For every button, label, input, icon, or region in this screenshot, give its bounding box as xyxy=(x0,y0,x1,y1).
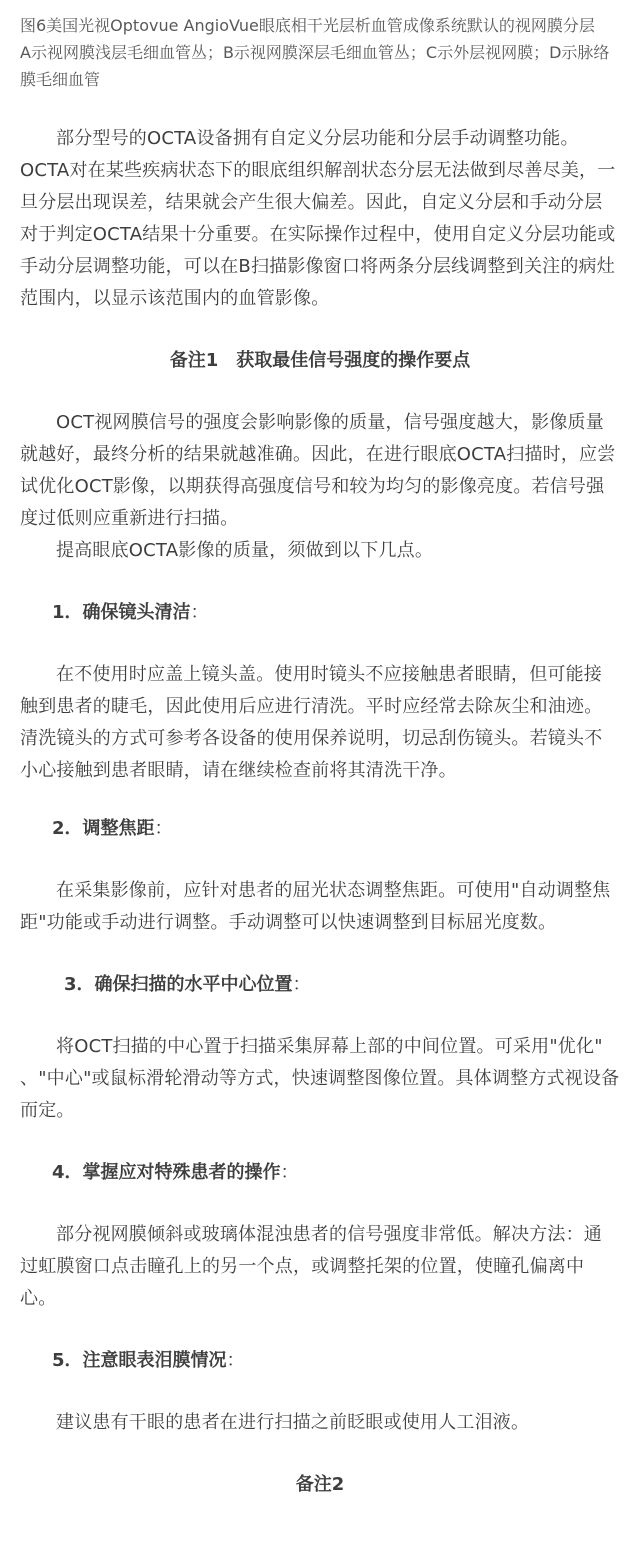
note1-paragraph-2: 提高眼底OCTA影像的质量，须做到以下几点。 xyxy=(56,540,434,561)
item-4-heading xyxy=(20,1157,620,1189)
item-4-colon: ： xyxy=(280,1162,299,1183)
item-5-number: 5． xyxy=(52,1350,83,1371)
item-5-body: 建议患有干眼的患者在进行扫描之前眨眼或使用人工泪液。 xyxy=(56,1412,530,1433)
item-1-body: 在不使用时应盖上镜头盖。使用时镜头不应接触患者眼睛，但可能接触到患者的睫毛，因此使用后应进行清洗。平时应经常去除灰尘和油迹。清洗镜头的方式可参考各设备的使用保养说明，切忌刮伤镜头。若镜头不小心接触到患者眼睛，请在继续检查前将其清洗干净。 xyxy=(20,664,603,781)
item-3-body: 将OCT扫描的中心置于扫描采集屏幕上部的中间位置。可采用"优化" 、"中心"或鼠标滑轮滑动等方式，快速调整图像位置。具体调整方式视设备而定。 xyxy=(20,1036,620,1121)
item-1-title: 确保镜头清洁 xyxy=(82,602,191,623)
item-3-title: 确保扫描的水平中心位置 xyxy=(94,974,293,995)
item-3-number: 3． xyxy=(64,974,95,995)
note2-heading: 备注2 xyxy=(295,1474,345,1495)
item-2-title: 调整焦距 xyxy=(82,818,155,839)
item-1-colon: ： xyxy=(190,602,209,623)
item-1-heading xyxy=(20,597,620,629)
item-4-title: 掌握应对特殊患者的操作 xyxy=(82,1162,281,1183)
item-1-number: 1． xyxy=(52,602,83,623)
figure-caption: 图6美国光视Optovue AngioVue眼底相干光层析血管成像系统默认的视网膜分层 A示视网膜浅层毛细血管丛；B示视网膜深层毛细血管丛；C示外层视网膜；D示脉络膜毛细血管 xyxy=(20,16,611,89)
item-2-heading xyxy=(20,813,620,845)
item-5-heading xyxy=(20,1345,620,1377)
item-2-number: 2． xyxy=(52,818,83,839)
note1-paragraph-1: OCT视网膜信号的强度会影响影像的质量，信号强度越大，影像质量就越好，最终分析的结果就越准确。因此，在进行眼底OCTA扫描时，应尝试优化OCT影像，以期获得高强度信号和较为均匀的影像亮度。若信号强度过低则应重新进行扫描。 xyxy=(20,412,616,529)
item-4-body: 部分视网膜倾斜或玻璃体混浊患者的信号强度非常低。解决方法：通过虹膜窗口点击瞳孔上的另一个点，或调整托架的位置，使瞳孔偏离中心。 xyxy=(20,1224,602,1309)
item-5-colon: ： xyxy=(226,1350,245,1371)
item-2-colon: ： xyxy=(154,818,173,839)
note1-heading: 备注1 获取最佳信号强度的操作要点 xyxy=(169,350,471,371)
item-3-colon: ： xyxy=(292,974,311,995)
intro-paragraph: 部分型号的OCTA设备拥有自定义分层功能和分层手动调整功能。OCTA对在某些疾病状态下的眼底组织解剖状态分层无法做到尽善尽美，一旦分层出现误差，结果就会产生很大偏差。因此，自定义分层和手动分层对于判定OCTA结果十分重要。在实际操作过程中，使用自定义分层功能或手动分层调整功能，可以在B扫描影像窗口将两条分层线调整到关注的病灶范围内，以显示该范围内的血管影像。 xyxy=(20,128,616,309)
item-3-heading xyxy=(20,969,620,1001)
item-5-title: 注意眼表泪膜情况 xyxy=(82,1350,227,1371)
item-4-number: 4． xyxy=(52,1162,83,1183)
item-2-body: 在采集影像前，应针对患者的屈光状态调整焦距。可使用"自动调整焦距"功能或手动进行调整。手动调整可以快速调整到目标屈光度数。 xyxy=(20,880,611,933)
